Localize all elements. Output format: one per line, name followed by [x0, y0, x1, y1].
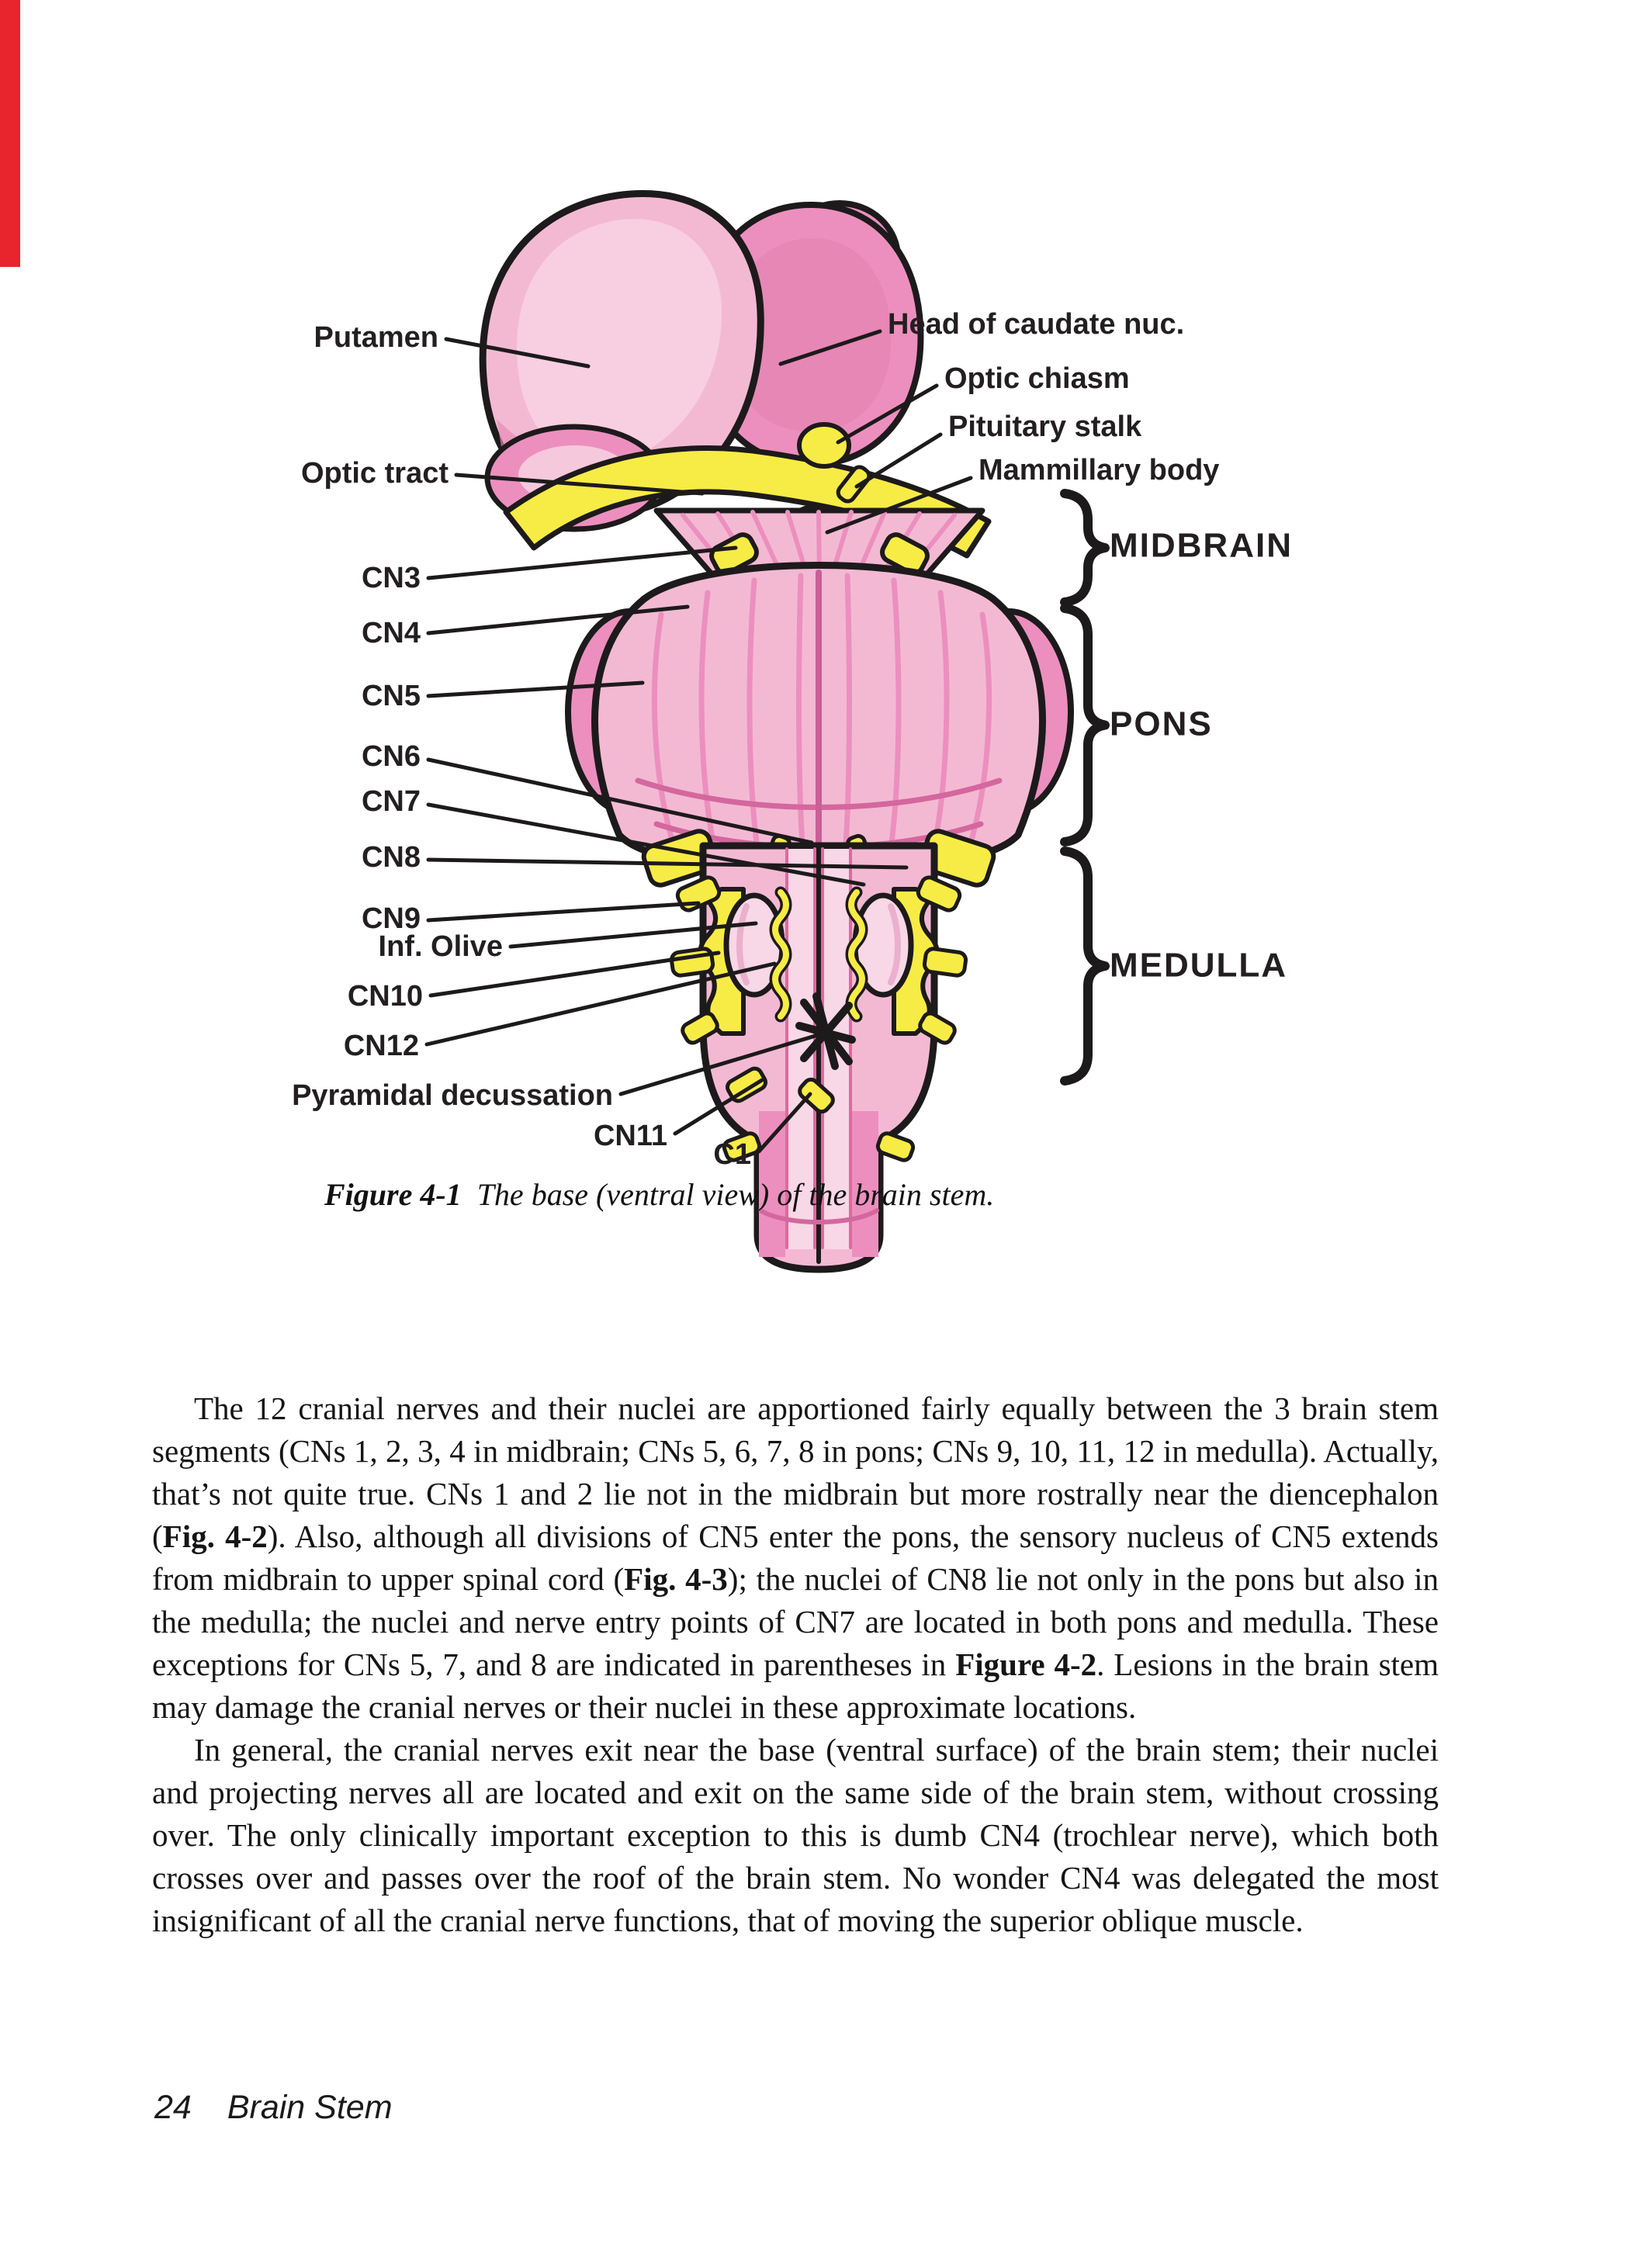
- figure-label-cn4: CN4: [361, 617, 421, 650]
- figure-caption: [324, 1176, 1085, 1213]
- figure-label-pyramidal-decussation: Pyramidal decussation: [292, 1079, 613, 1113]
- region-label-midbrain: MIDBRAIN: [1110, 526, 1293, 565]
- figure-reference: Figure 4-2: [955, 1646, 1097, 1682]
- body-paragraph-2: [152, 1729, 1439, 1942]
- brace-midbrain: [1065, 493, 1105, 602]
- body-text-segment: The 12 cranial nerves and their nuclei are apportioned fairly equally between the 3 brain stem segments (CNs 1, 2, 3, 4 in midbrain; CNs 5, 6, 7, 8 in pons; CNs 9, 10, 11, 12 in medulla). Actually, that’s not quite true. CNs 1 and 2 lie not in the midbrain but more rostrally near the diencephalon (: [152, 1390, 1439, 1554]
- region-label-medulla: MEDULLA: [1110, 946, 1288, 985]
- figure-label-cn9: CN9: [361, 902, 421, 936]
- figure-caption-label: Figure 4-1: [324, 1177, 462, 1212]
- figure-label-inf-olive: Inf. Olive: [378, 930, 503, 964]
- body-text: [152, 1387, 1439, 1942]
- figure-label-optic-chiasm: Optic chiasm: [944, 362, 1130, 396]
- leader-line-cn9: [428, 903, 698, 920]
- figure-label-putamen: Putamen: [313, 321, 438, 355]
- footer-section-title: Brain Stem: [227, 2089, 393, 2126]
- figure-label-mammillary-body: Mammillary body: [979, 454, 1220, 487]
- figure-label-cn8: CN8: [361, 841, 421, 874]
- figure-label-cn3: CN3: [361, 562, 421, 595]
- cn10-stub-right: [923, 948, 967, 977]
- figure-reference: Fig. 4-3: [624, 1561, 728, 1597]
- figure-label-c1: C1: [713, 1138, 751, 1172]
- figure-label-head-of-caudate-nuc: Head of caudate nuc.: [888, 308, 1185, 341]
- cn10-stub-left: [670, 948, 714, 977]
- figure-label-cn6: CN6: [361, 740, 421, 774]
- figure-caption-text: The base (ventral view) of the brain stem.: [476, 1177, 995, 1212]
- body-text-segment: . Lesions in the brain stem may damage the cranial nerves or their nuclei in these approximate locations.: [152, 1646, 1439, 1725]
- brace-medulla: [1065, 851, 1105, 1081]
- figure-label-optic-tract: Optic tract: [300, 457, 449, 490]
- figure-label-cn10: CN10: [347, 980, 423, 1013]
- optic-chiasm-shape: [799, 424, 849, 466]
- figure-label-cn5: CN5: [361, 680, 421, 713]
- page-number: 24: [154, 2089, 192, 2126]
- figure-reference: Fig. 4-2: [162, 1518, 268, 1554]
- figure-label-cn11: CN11: [593, 1120, 667, 1153]
- leader-line-cn3: [428, 548, 736, 578]
- body-text-segment: In general, the cranial nerves exit near the base (ventral surface) of the brain stem; their nuclei and projecting nerves all are located and exit on the same side of the brain stem, without crossing over. The only clinically important exception to this is dumb CN4 (trochlear nerve), which both crosses over and passes over the roof of the brain stem. No wonder CN4 was delegated the most insignificant of all the cranial nerve functions, that of moving the superior oblique muscle.: [152, 1732, 1439, 1938]
- body-text-segment: ). Also, although all divisions of CN5 enter the pons, the sensory nucleus of CN5 extends from midbrain to upper spinal cord (: [152, 1518, 1439, 1597]
- body-text-segment: ); the nuclei of CN8 lie not only in the pons but also in the medulla; the nuclei and nerve entry points of CN7 are located in both pons and medulla. These exceptions for CNs 5, 7, and 8 are indicated in parentheses in: [152, 1561, 1439, 1682]
- figure-label-cn7: CN7: [361, 785, 421, 819]
- figure-label-pituitary-stalk: Pituitary stalk: [948, 410, 1142, 444]
- region-label-pons: PONS: [1110, 705, 1213, 743]
- figure-label-cn12: CN12: [343, 1030, 419, 1063]
- body-paragraph-1: [152, 1387, 1439, 1729]
- page-footer: [154, 2089, 393, 2127]
